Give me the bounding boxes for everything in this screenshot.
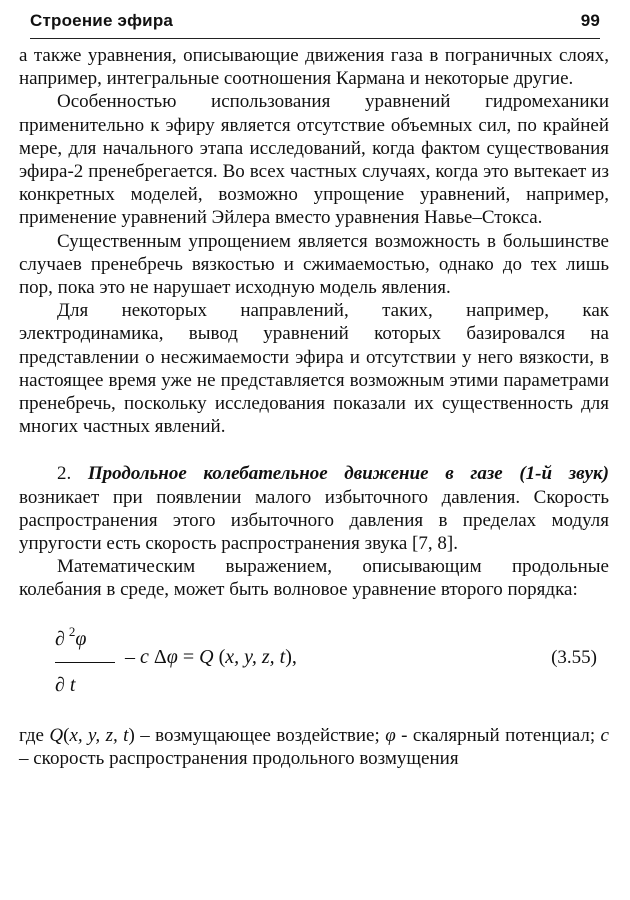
- paragraph: Математическим выражением, описывающим продольные колебания в среде, может быть волновое уравнение второго порядка:: [19, 556, 609, 601]
- section-gap: [19, 438, 609, 462]
- paragraph-continuation: а также уравнения, описывающие движения газа в пограничных слоях, например, интегральные соотношения Кармана и некоторые другие.: [19, 45, 609, 90]
- section-2-paragraph: [19, 462, 609, 555]
- running-title: Строение эфира: [30, 11, 174, 30]
- page-body: [19, 44, 609, 770]
- section-text: возникает при появлении малого избыточного давления. Скорость распространения этого избыточного давления в пределах модуля упругости есть скорость распространения звука [7, 8].: [19, 486, 609, 555]
- section-number: 2.: [57, 463, 72, 485]
- paragraph: Особенностью использования уравнений гидромеханики применительно к эфиру является отсутствие объемных сил, по крайней мере, для начального этапа исследований, когда фактом существования эфира-2 пренебрегается. Во всех частных случаях, когда это вытекает из конкретных моделей, возможно упрощение уравнений, например, применение уравнений Эйлера вместо уравнения Навье–Стокса.: [19, 91, 609, 229]
- section-heading: Продольное колебательное движение в газе (1-й звук): [87, 463, 610, 485]
- equation-numerator: ∂ $^2$φ: [55, 623, 87, 650]
- running-header: [30, 8, 600, 39]
- paragraph: Существенным упрощением является возможность в большинстве случаев пренебречь вязкостью и сжимаемостью, однако до тех лишь пор, пока это не нарушает исходную модель явления.: [19, 230, 609, 299]
- equation-number: (3.55): [551, 646, 597, 668]
- equation-3-55: [19, 612, 609, 716]
- fraction-bar: [55, 662, 115, 663]
- paragraph-where: где Q(x, y, z, t) – возмущающее воздействие; φ - скалярный потенциал; c – скорость распространения продольного возмущения: [19, 724, 609, 769]
- paragraph: Для некоторых направлений, таких, например, как электродинамика, вывод уравнений которых базировался на представлении о несжимаемости эфира и отсутствии у него вязкости, в настоящее время уже не представляется возможным этими параметрами пренебречь, поскольку исследования показали их существенность для многих частных явлений.: [19, 300, 609, 438]
- equation-denominator: ∂ t: [55, 673, 76, 696]
- page-number: 99: [580, 11, 600, 30]
- equation-body: – c Δφ = Q (x, y, z, t),: [125, 645, 297, 668]
